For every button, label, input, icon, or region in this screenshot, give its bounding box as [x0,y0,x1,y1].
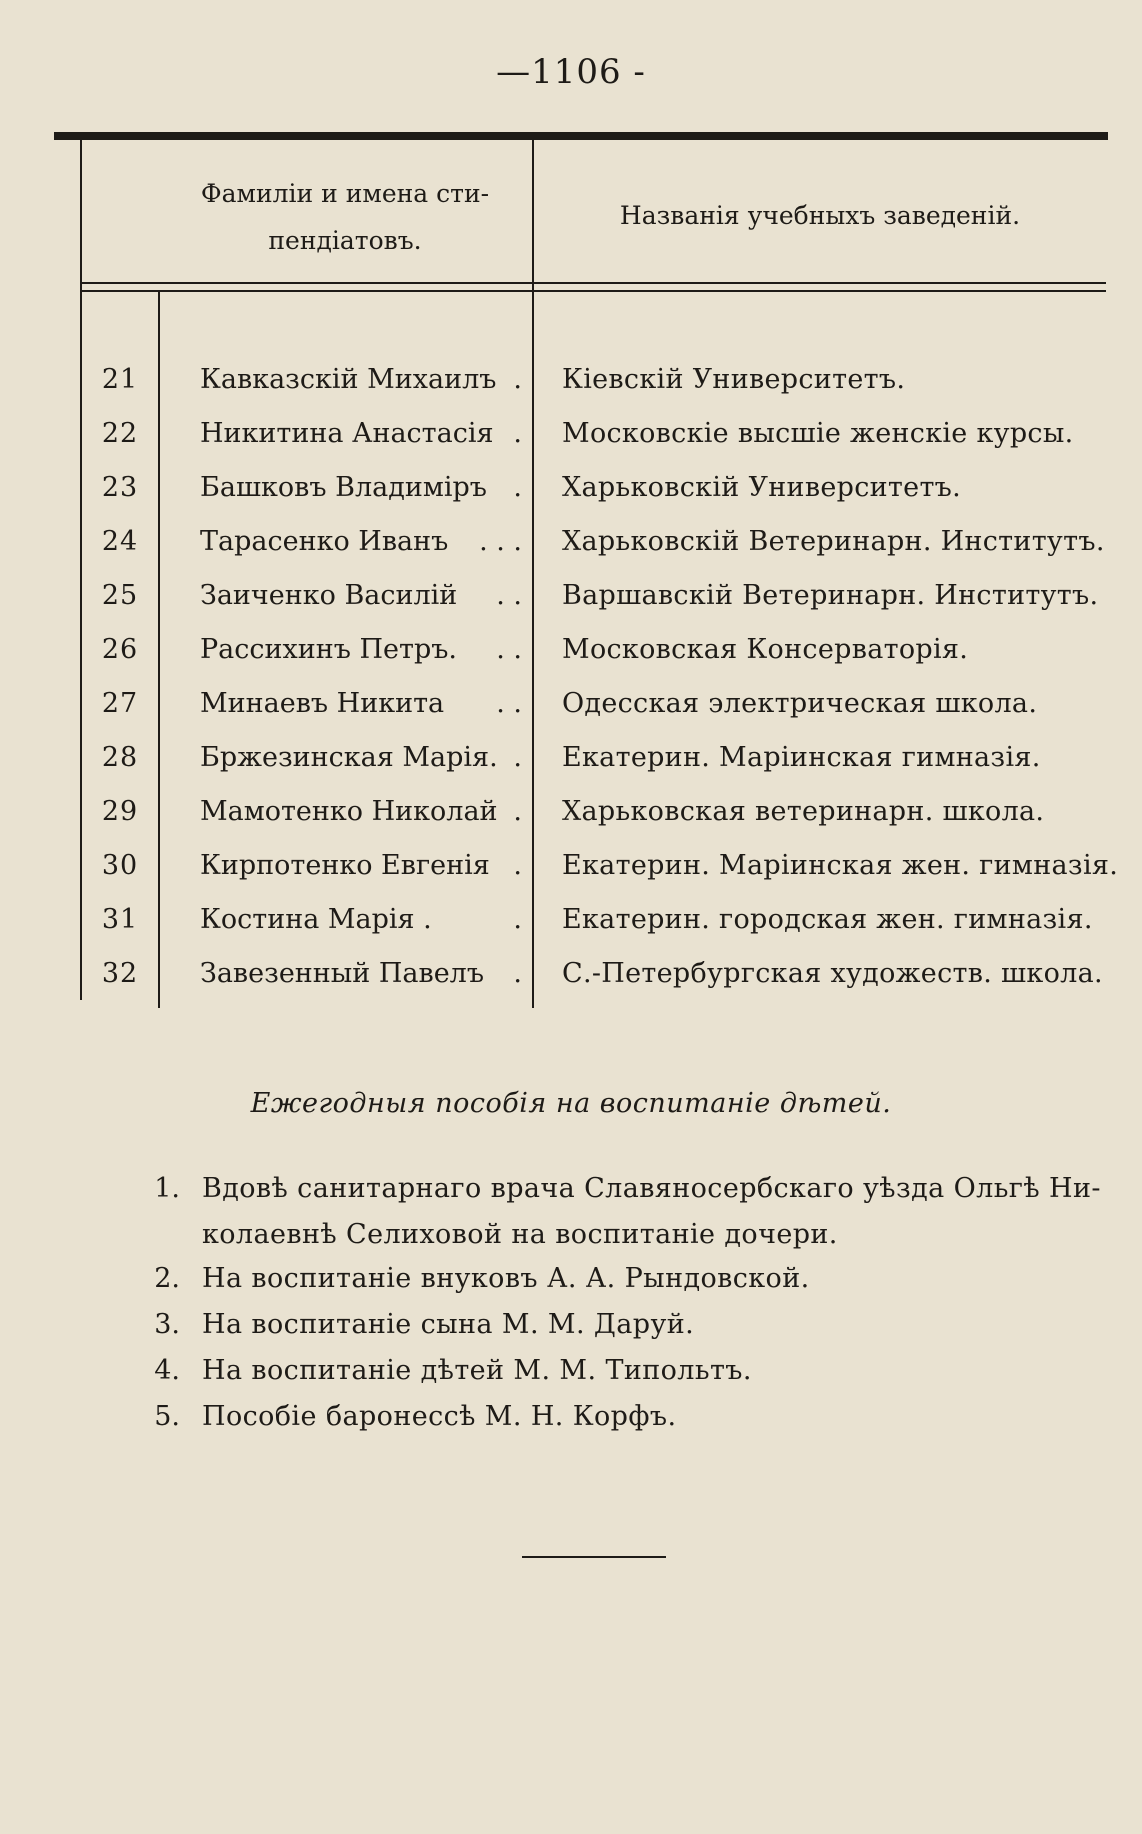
leader-dots: . [513,742,522,773]
table-row [0,904,1142,958]
header-names-cell [158,170,532,264]
table-row [0,580,1142,634]
list-item-number: 2. [154,1263,180,1294]
institution-name: Харьковскій Ветеринарн. Институтъ. [562,526,1105,557]
header-names-line2: пендіатовъ. [268,226,422,255]
institution-name: Одесская электрическая школа. [562,688,1038,719]
stipend-holder-name: Костина Марія . [200,904,432,935]
annual-benefits-title: Ежегодныя пособія на воспитаніе дѣтей. [250,1088,892,1119]
table-row [0,364,1142,418]
leader-dots: . [513,364,522,395]
institution-name: С.-Петербургская художеств. школа. [562,958,1103,989]
row-number: 21 [101,364,139,395]
leader-dots: . [513,958,522,989]
list-item-line2: колаевнѣ Селиховой на воспитаніе дочери. [202,1219,838,1250]
stipend-holder-name: Бржезинская Марія. [200,742,498,773]
table-row [0,742,1142,796]
row-number: 31 [101,904,139,935]
header-names-line1: Фамиліи и имена сти- [200,179,490,208]
table-row [0,472,1142,526]
row-number: 27 [101,688,139,719]
list-item-number: 3. [154,1309,180,1340]
list-item-text: Пособіе баронессѣ М. Н. Корфъ. [202,1401,677,1432]
institution-name: Екатерин. Маріинская гимназія. [562,742,1041,773]
stipend-holder-name: Кирпотенко Евгенія [200,850,490,881]
page-number: —1106 - [496,52,646,92]
list-item-number: 1. [154,1173,180,1204]
table-row [0,796,1142,850]
stipend-holder-name: Рассихинъ Петръ. [200,634,457,665]
table-row [0,526,1142,580]
list-item [140,1166,1100,1258]
institution-name: Варшавскій Ветеринарн. Институтъ. [562,580,1099,611]
institution-name: Харьковскій Университетъ. [562,472,962,503]
institution-name: Екатерин. Маріинская жен. гимназія. [562,850,1119,881]
table-row [0,634,1142,688]
list-item-line1: Вдовѣ санитарнаго врача Славяносербскаго уѣзда Ольгѣ Ни- [202,1173,1101,1204]
stipend-holder-name: Кавказскій Михаилъ [200,364,497,395]
table-row [0,850,1142,904]
list-item-number: 4. [154,1355,180,1386]
leader-dots: . . [496,634,522,665]
table-row [0,418,1142,472]
row-number: 24 [101,526,139,557]
table-top-rule [54,132,1108,140]
stipend-holder-name: Минаевъ Никита [200,688,445,719]
leader-dots: . . . [479,526,522,557]
stipend-holder-name: Заиченко Василій [200,580,458,611]
row-number: 29 [101,796,139,827]
row-number: 25 [101,580,139,611]
row-number: 32 [101,958,139,989]
list-item-text: На воспитаніе сына М. М. Даруй. [202,1309,695,1340]
row-number: 22 [101,418,139,449]
stipend-holder-name: Мамотенко Николай [200,796,498,827]
list-item-text: На воспитаніе дѣтей М. М. Типольтъ. [202,1355,752,1386]
header-bottom-rule-1 [80,282,1106,284]
stipend-holder-name: Никитина Анастасія [200,418,494,449]
institution-name: Екатерин. городская жен. гимназія. [562,904,1093,935]
list-item-text [202,1166,1102,1258]
institution-name: Кіевскій Университетъ. [562,364,906,395]
row-number: 28 [101,742,139,773]
leader-dots: . [513,472,522,503]
institution-name: Харьковская ветеринарн. школа. [562,796,1045,827]
institution-name: Московская Консерваторія. [562,634,969,665]
leader-dots: . [513,418,522,449]
header-institutions-label: Названія учебныхъ заведеній. [619,201,1021,230]
table-row [0,958,1142,1012]
leader-dots: . [513,796,522,827]
table-row [0,688,1142,742]
row-number: 23 [101,472,139,503]
leader-dots: . . [496,580,522,611]
header-institutions-cell [534,192,1106,239]
list-item-number: 5. [154,1401,180,1432]
stipend-holder-name: Тарасенко Иванъ [200,526,449,557]
leader-dots: . . [496,688,522,719]
leader-dots: . [513,850,522,881]
header-bottom-rule-2 [80,290,1106,292]
end-rule [522,1556,666,1558]
stipend-holder-name: Башковъ Владиміръ [200,472,487,503]
row-number: 26 [101,634,139,665]
leader-dots: . [513,904,522,935]
row-number: 30 [101,850,139,881]
stipend-holder-name: Завезенный Павелъ [200,958,485,989]
institution-name: Московскіе высшіе женскіе курсы. [562,418,1074,449]
list-item-text: На воспитаніе внуковъ А. А. Рындовской. [202,1263,810,1294]
